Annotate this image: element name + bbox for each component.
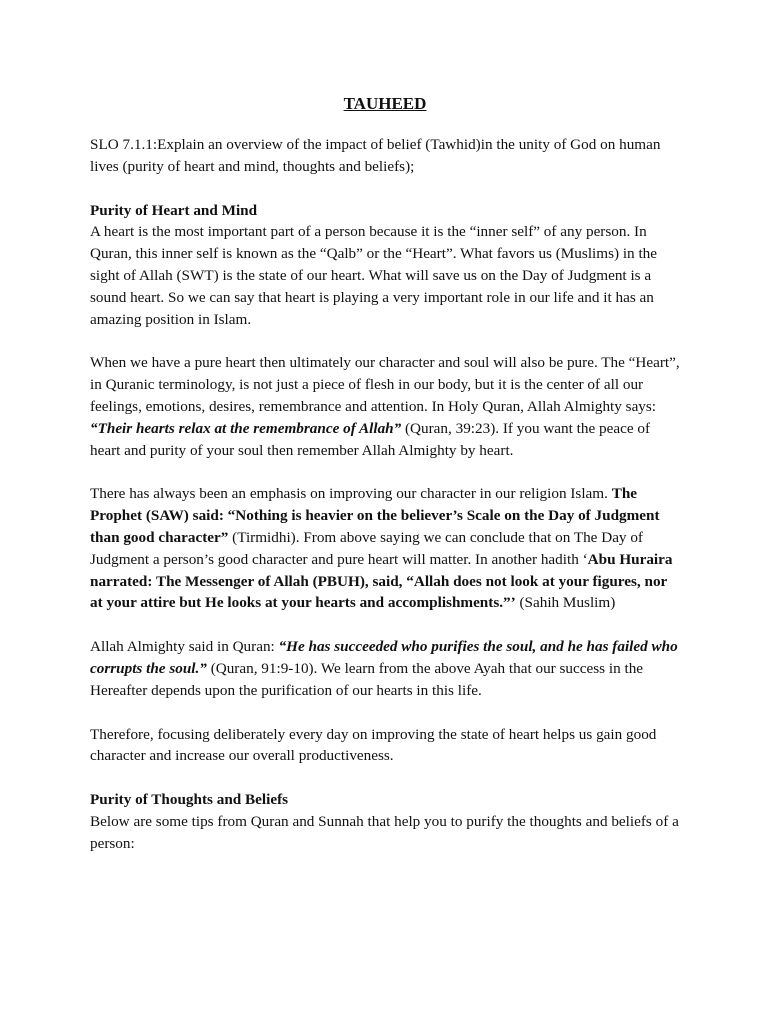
paragraph-text: (Quran, 91:9-10). We learn from the above Ayah that our success in the Hereafter depends upon the purification of our hearts in this life.: [90, 659, 644, 699]
page-title: TAUHEED: [343, 94, 427, 113]
paragraph-text: (Quran, 39:23). If you want the peace of heart and purity of your soul then remember Allah Almighty by heart.: [90, 419, 651, 459]
paragraph-character: [90, 483, 680, 614]
quran-quote: “He has succeeded who purifies the soul, and he has failed who corrupts the soul.”: [90, 638, 678, 677]
paragraph-text: (Sahih Muslim): [515, 594, 616, 612]
paragraph-pure-heart: [90, 352, 680, 461]
paragraph-text: A heart is the most important part of a person because it is the “inner self” of any person. In Quran, this inner self is known as the “Qalb” or the “Heart”. What favors us (Muslims) in the sight of Allah (SWT) is the state of our heart. What will save us on the Day of Judgment is a sound heart. So we can say that heart is playing a very important role in our life and it has an amazing position in Islam.: [90, 223, 657, 328]
paragraph-text: There has always been an emphasis on improving our character in our religion Islam.: [90, 485, 612, 503]
paragraph-text: When we have a pure heart then ultimately our character and soul will also be pure. The “Heart”, in Quranic terminology, is not just a piece of flesh in our body, but it is the center of all our feelings, emotions, desires, remembrance and attention. In Holy Quran, Allah Almighty says:: [90, 354, 680, 415]
paragraph-therefore: Therefore, focusing deliberately every day on improving the state of heart helps us gain good character and increase our overall productiveness.: [90, 725, 657, 765]
paragraph-text: Below are some tips from Quran and Sunnah that help you to purify the thoughts and beliefs of a person:: [90, 812, 679, 852]
section-thoughts-beliefs: [90, 789, 680, 854]
hadith-quote: Abu Huraira narrated: The Messenger of Allah (PBUH), said, “Allah does not look at your figures, nor at your attire but He looks at your hearts and accomplishments.”’: [90, 550, 673, 612]
quran-quote: “Their hearts relax at the remembrance of Allah”: [90, 419, 402, 437]
paragraph-quran-purify: [90, 636, 680, 701]
paragraph-text: (Tirmidhi). From above saying we can conclude that on The Day of Judgment a person’s good character and pure heart will matter. In another hadith ‘: [90, 528, 643, 568]
paragraph-text: Allah Almighty said in Quran:: [90, 638, 279, 656]
slo-paragraph: SLO 7.1.1:Explain an overview of the impact of belief (Tawhid)in the unity of God on human lives (purity of heart and mind, thoughts and beliefs);: [90, 136, 661, 175]
document-page: [90, 92, 680, 877]
section-heading: Purity of Heart and Mind: [90, 201, 258, 219]
section-heart-mind: [90, 200, 680, 331]
section-heading: Purity of Thoughts and Beliefs: [90, 791, 289, 809]
hadith-quote: The Prophet (SAW) said: “Nothing is heavier on the believer’s Scale on the Day of Judgment than good character”: [90, 485, 660, 546]
